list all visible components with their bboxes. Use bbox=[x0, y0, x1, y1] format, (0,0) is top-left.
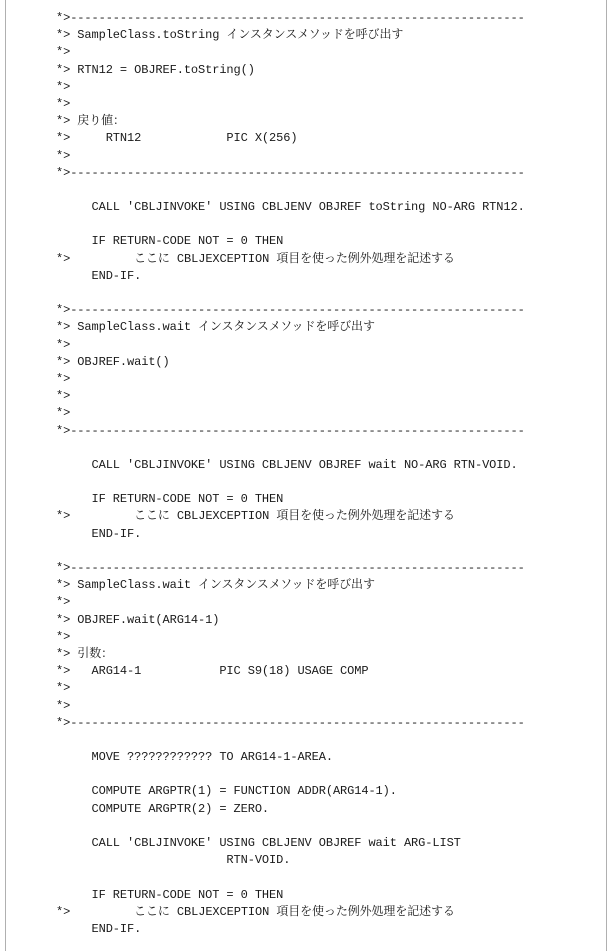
code-line: CALL 'CBLJINVOKE' USING CBLJENV OBJREF toString NO-ARG RTN12. bbox=[56, 200, 525, 215]
code-line: COMPUTE ARGPTR(1) = FUNCTION ADDR(ARG14-1). bbox=[56, 784, 397, 799]
comment-line: *> bbox=[56, 148, 71, 163]
comment-line: *> 戻り値： bbox=[56, 114, 125, 129]
blank-line bbox=[56, 818, 525, 835]
code-line: END-IF. bbox=[56, 268, 142, 283]
comment-line: *> bbox=[56, 337, 71, 352]
comment-line: *> ここに CBLJEXCEPTION 項目を使った例外処理を記述する bbox=[56, 509, 455, 524]
code-line: MOVE ???????????? TO ARG14-1-AREA. bbox=[56, 750, 333, 765]
blank-line bbox=[56, 543, 525, 560]
comment-line: *> bbox=[56, 629, 71, 644]
blank-line bbox=[56, 766, 525, 783]
code-line: CALL 'CBLJINVOKE' USING CBLJENV OBJREF wait NO-ARG RTN-VOID. bbox=[56, 457, 518, 472]
comment-separator-line: *>---------------------------------------------------------------- bbox=[56, 715, 525, 730]
comment-line: *> 引数： bbox=[56, 646, 114, 661]
code-line: IF RETURN-CODE NOT = 0 THEN bbox=[56, 234, 284, 249]
comment-line: *> SampleClass.wait インスタンスメソッドを呼び出す bbox=[56, 578, 375, 593]
comment-separator-line: *>---------------------------------------------------------------- bbox=[56, 561, 525, 575]
comment-separator-line: *>---------------------------------------------------------------- bbox=[56, 165, 525, 180]
comment-separator-line: *>---------------------------------------------------------------- bbox=[56, 423, 525, 438]
blank-line bbox=[56, 440, 525, 457]
code-line: RTN-VOID. bbox=[56, 853, 291, 868]
blank-line bbox=[56, 732, 525, 749]
blank-line bbox=[56, 869, 525, 886]
comment-line: *> bbox=[56, 79, 71, 94]
comment-line: *> bbox=[56, 681, 71, 696]
comment-line: *> SampleClass.toString インスタンスメソッドを呼び出す bbox=[56, 28, 404, 43]
comment-line: *> bbox=[56, 45, 71, 60]
comment-line: *> bbox=[56, 595, 71, 610]
comment-line: *> ここに CBLJEXCEPTION 項目を使った例外処理を記述する bbox=[56, 904, 455, 919]
comment-line: *> bbox=[56, 698, 71, 713]
blank-line bbox=[56, 182, 525, 199]
comment-line: *> bbox=[56, 371, 71, 386]
right-border bbox=[606, 0, 607, 951]
comment-line: *> bbox=[56, 406, 71, 421]
blank-line bbox=[56, 285, 525, 302]
comment-line: *> OBJREF.wait() bbox=[56, 354, 170, 369]
code-line: END-IF. bbox=[56, 921, 142, 936]
comment-line: *> ARG14-1 PIC S9(18) USAGE COMP bbox=[56, 664, 369, 679]
code-line: IF RETURN-CODE NOT = 0 THEN bbox=[56, 492, 284, 507]
code-listing bbox=[56, 10, 525, 938]
comment-separator-line: *>---------------------------------------------------------------- bbox=[56, 11, 525, 25]
code-line: CALL 'CBLJINVOKE' USING CBLJENV OBJREF wait ARG-LIST bbox=[56, 836, 461, 850]
code-line: END-IF. bbox=[56, 526, 142, 541]
code-line: COMPUTE ARGPTR(2) = ZERO. bbox=[56, 801, 270, 816]
comment-line: *> ここに CBLJEXCEPTION 項目を使った例外処理を記述する bbox=[56, 251, 455, 266]
blank-line bbox=[56, 474, 525, 491]
comment-line: *> RTN12 = OBJREF.toString() bbox=[56, 62, 255, 77]
comment-separator-line: *>---------------------------------------------------------------- bbox=[56, 303, 525, 318]
comment-line: *> bbox=[56, 96, 71, 111]
comment-line: *> SampleClass.wait インスタンスメソッドを呼び出す bbox=[56, 320, 375, 335]
comment-line: *> RTN12 PIC X(256) bbox=[56, 131, 298, 146]
blank-line bbox=[56, 216, 525, 233]
comment-line: *> OBJREF.wait(ARG14-1) bbox=[56, 612, 220, 627]
left-border bbox=[5, 0, 6, 951]
comment-line: *> bbox=[56, 389, 71, 404]
code-line: IF RETURN-CODE NOT = 0 THEN bbox=[56, 887, 284, 902]
